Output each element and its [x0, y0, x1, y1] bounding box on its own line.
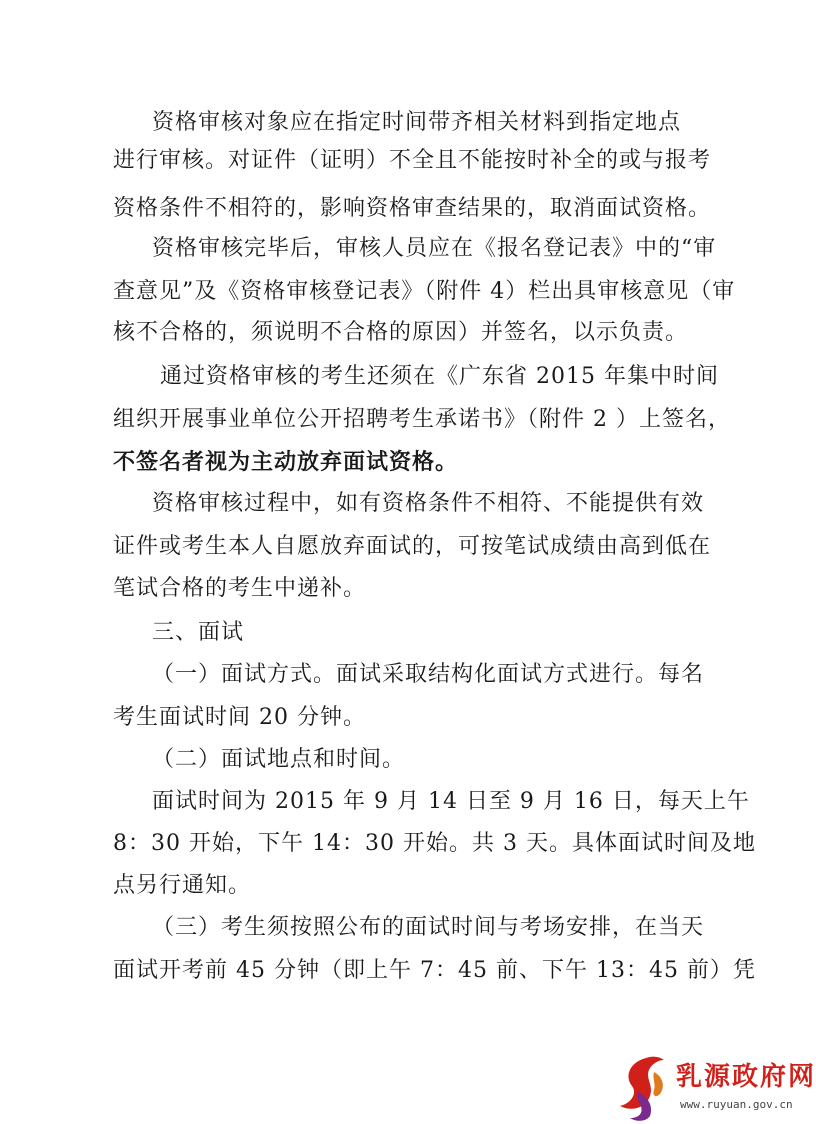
text-line: 证件或考生本人自愿放弃面试的，可按笔试成绩由高到低在: [113, 534, 712, 559]
text-line: 资格审核对象应在指定时间带齐相关材料到指定地点: [152, 110, 682, 135]
text-line: 通过资格审核的考生还须在《广东省 2015 年集中时间: [160, 364, 719, 389]
watermark-url: www.ruyuan.gov.cn: [680, 1098, 793, 1111]
text-line: 查意见”及《资格审核登记表》（附件 4）栏出具审核意见（审: [113, 279, 736, 304]
text-line: 资格条件不相符的，影响资格审查结果的，取消面试资格。: [113, 196, 712, 221]
text-line: 笔试合格的考生中递补。: [113, 576, 367, 601]
text-line: 资格审核过程中，如有资格条件不相符、不能提供有效: [152, 491, 705, 516]
site-watermark: [610, 1052, 816, 1124]
text-line: 考生面试时间 20 分钟。: [113, 705, 366, 730]
text-line: 组织开展事业单位公开招聘考生承诺书》（附件 2 ）上签名，: [113, 407, 731, 432]
text-line: 8：30 开始，下午 14：30 开始。共 3 天。具体面试时间及地: [113, 831, 756, 856]
text-line: 资格审核完毕后，审核人员应在《报名登记表》中的“审: [152, 236, 717, 261]
text-line: 面试开考前 45 分钟（即上午 7：45 前、下午 13：45 前）凭: [113, 958, 756, 983]
text-line: 面试时间为 2015 年 9 月 14 日至 9 月 16 日，每天上午: [152, 789, 750, 814]
section-heading: 三、面试: [152, 620, 245, 645]
emphasized-text-line: 不签名者视为主动放弃面试资格。: [113, 449, 459, 475]
watermark-title: 乳源政府网: [676, 1062, 816, 1092]
text-line: 进行审核。对证件（证明）不全且不能按时补全的或与报考: [113, 148, 712, 173]
text-line: 核不合格的，须说明不合格的原因）并签名，以示负责。: [113, 320, 689, 345]
dragon-logo-icon: [610, 1052, 674, 1124]
text-line: 点另行通知。: [113, 873, 252, 898]
text-line: （二）面试地点和时间。: [152, 747, 406, 772]
text-line: （三）考生须按照公布的面试时间与考场安排，在当天: [152, 915, 705, 940]
text-line: （一）面试方式。面试采取结构化面试方式进行。每名: [152, 662, 705, 687]
